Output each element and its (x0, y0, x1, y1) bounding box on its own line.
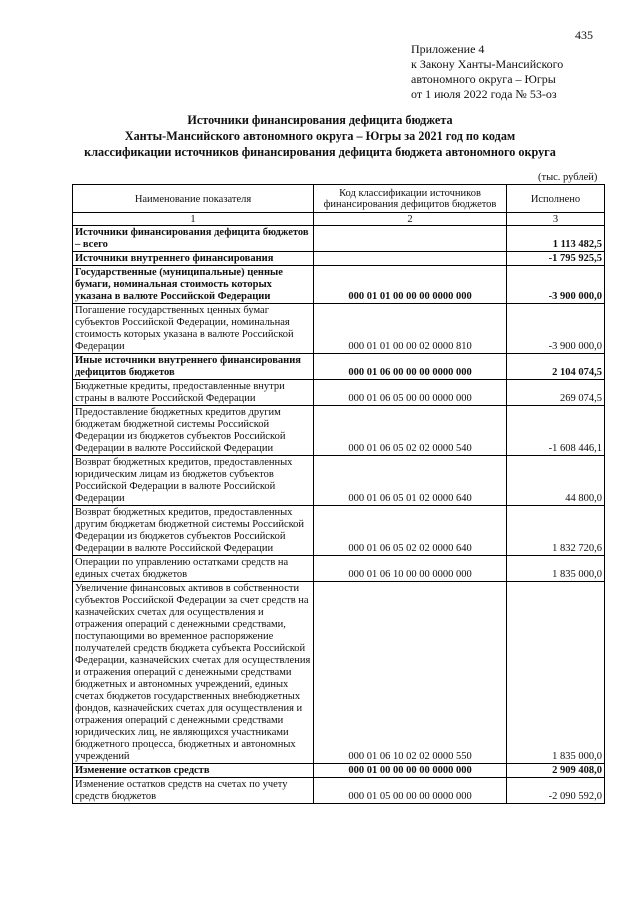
table-row (73, 764, 605, 778)
row-name-cell: Возврат бюджетных кредитов, предоставленных другим бюджетам бюджетной системы Российской Федерации из бюджетов субъектов Российской Федерации в валюте Российской Федерации (73, 506, 314, 556)
row-code-cell: 000 01 06 10 02 02 0000 550 (314, 582, 507, 764)
header-code-line: финансирования дефицитов бюджетов (323, 199, 497, 210)
row-code-cell: 000 01 01 00 00 02 0000 810 (314, 304, 507, 354)
page-number: 435 (575, 28, 593, 42)
appendix-line: автономного округа – Югры (411, 72, 556, 86)
row-code-cell (314, 252, 507, 266)
row-code-cell: 000 01 01 00 00 00 0000 000 (314, 266, 507, 304)
column-number: 1 (73, 213, 314, 226)
row-name-cell: Иные источники внутреннего финансирования дефицитов бюджетов (73, 354, 314, 380)
table-row (73, 380, 605, 406)
table-row (73, 582, 605, 764)
row-name-cell: Источники внутреннего финансирования (73, 252, 314, 266)
title-line: Источники финансирования дефицита бюджета (187, 113, 453, 127)
header-code-line: Код классификации источников (339, 188, 481, 199)
appendix-line: от 1 июля 2022 года № 53-оз (411, 87, 557, 101)
row-value-cell: 2 104 074,5 (507, 354, 605, 380)
table-row (73, 252, 605, 266)
row-code-cell: 000 01 06 05 01 02 0000 640 (314, 456, 507, 506)
table-row (73, 304, 605, 354)
table-row (73, 226, 605, 252)
appendix-line: к Закону Ханты-Мансийского (411, 57, 564, 71)
row-name-cell: Источники финансирования дефицита бюджетов – всего (73, 226, 314, 252)
row-name-cell: Предоставление бюджетных кредитов другим бюджетам бюджетной системы Российской Федерации из бюджетов субъектов Российской Федерации в валюте Российской Федерации (73, 406, 314, 456)
row-value-cell: 1 835 000,0 (507, 556, 605, 582)
table-row (73, 406, 605, 456)
row-value-cell: 1 113 482,5 (507, 226, 605, 252)
table-body (73, 226, 605, 804)
document-title (0, 112, 640, 160)
row-value-cell: 2 909 408,0 (507, 764, 605, 778)
row-value-cell: -3 900 000,0 (507, 266, 605, 304)
appendix-line: Приложение 4 (411, 42, 485, 56)
row-value-cell: -1 795 925,5 (507, 252, 605, 266)
row-value-cell: 1 832 720,6 (507, 506, 605, 556)
table-row (73, 778, 605, 804)
column-number: 3 (507, 213, 605, 226)
header-value: Исполнено (507, 185, 605, 213)
row-name-cell: Увеличение финансовых активов в собственности субъектов Российской Федерации за счет средств на казначейских счетах для осуществления и отражения операций с денежными средствами, поступающими во временное распоряжение получателей средств бюджета субъекта Российской Федерации, казначейских счетах для осуществления и отражения операций с денежными средствами бюджетных и автономных учреждений, единых счетах бюджетов государственных внебюджетных фондов, казначейских счетах для осуществления и отражения операций с денежными средствами юридических лиц, не являющихся участниками бюджетного процесса, бюджетных и автономных учреждений (73, 582, 314, 764)
row-value-cell: 269 074,5 (507, 380, 605, 406)
row-name-cell: Операции по управлению остатками средств на единых счетах бюджетов (73, 556, 314, 582)
table-row (73, 266, 605, 304)
appendix-note (411, 42, 563, 102)
title-line: Ханты-Мансийского автономного округа – Югры за 2021 год по кодам (124, 129, 516, 143)
row-code-cell: 000 01 06 00 00 00 0000 000 (314, 354, 507, 380)
title-line: классификации источников финансирования дефицита бюджета автономного округа (84, 145, 556, 159)
row-code-cell: 000 01 06 05 02 02 0000 540 (314, 406, 507, 456)
column-number: 2 (314, 213, 507, 226)
row-code-cell: 000 01 06 05 00 00 0000 000 (314, 380, 507, 406)
table-row (73, 354, 605, 380)
row-name-cell: Возврат бюджетных кредитов, предоставленных юридическим лицам из бюджетов субъектов Российской Федерации в валюте Российской Федерации (73, 456, 314, 506)
table-row (73, 556, 605, 582)
header-code (314, 185, 507, 213)
row-name-cell: Изменение остатков средств на счетах по учету средств бюджетов (73, 778, 314, 804)
row-code-cell: 000 01 00 00 00 00 0000 000 (314, 764, 507, 778)
row-name-cell: Изменение остатков средств (73, 764, 314, 778)
table-row (73, 506, 605, 556)
units-note: (тыс. рублей) (538, 172, 598, 183)
table-row (73, 456, 605, 506)
row-code-cell (314, 226, 507, 252)
financing-sources-table (72, 184, 605, 804)
row-code-cell: 000 01 06 10 00 00 0000 000 (314, 556, 507, 582)
row-value-cell: 44 800,0 (507, 456, 605, 506)
row-name-cell: Бюджетные кредиты, предоставленные внутри страны в валюте Российской Федерации (73, 380, 314, 406)
header-name: Наименование показателя (73, 185, 314, 213)
row-code-cell: 000 01 06 05 02 02 0000 640 (314, 506, 507, 556)
row-name-cell: Государственные (муниципальные) ценные бумаги, номинальная стоимость которых указана в валюте Российской Федерации (73, 266, 314, 304)
row-code-cell: 000 01 05 00 00 00 0000 000 (314, 778, 507, 804)
row-value-cell: 1 835 000,0 (507, 582, 605, 764)
row-value-cell: -1 608 446,1 (507, 406, 605, 456)
row-value-cell: -2 090 592,0 (507, 778, 605, 804)
row-name-cell: Погашение государственных ценных бумаг субъектов Российской Федерации, номинальная стоимость которых указана в валюте Российской Федерации (73, 304, 314, 354)
row-value-cell: -3 900 000,0 (507, 304, 605, 354)
